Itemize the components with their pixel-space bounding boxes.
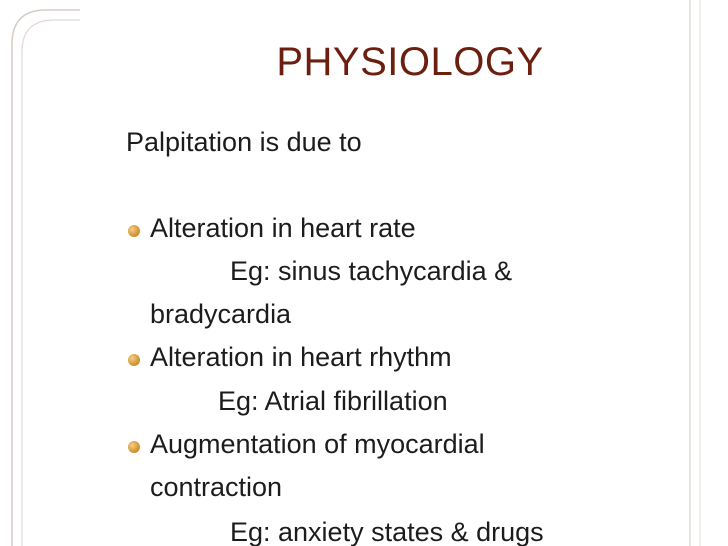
- example-text: Eg: anxiety states & drugs: [230, 517, 544, 546]
- example-text-continued: bradycardia: [150, 299, 292, 329]
- intro-text: Palpitation is due to: [126, 127, 362, 157]
- slide-title: PHYSIOLOGY: [276, 40, 544, 84]
- bullet-icon: [128, 441, 140, 453]
- bullet-text: Alteration in heart rhythm: [150, 342, 452, 372]
- example-text: Eg: sinus tachycardia &: [230, 256, 513, 286]
- bullet-icon: [128, 354, 140, 366]
- bullet-text-continued: contraction: [150, 472, 283, 502]
- example-text: Eg: Atrial fibrillation: [218, 386, 448, 416]
- bullet-icon: [128, 225, 140, 237]
- bullet-text: Alteration in heart rate: [150, 213, 416, 243]
- bullet-text: Augmentation of myocardial: [150, 429, 485, 459]
